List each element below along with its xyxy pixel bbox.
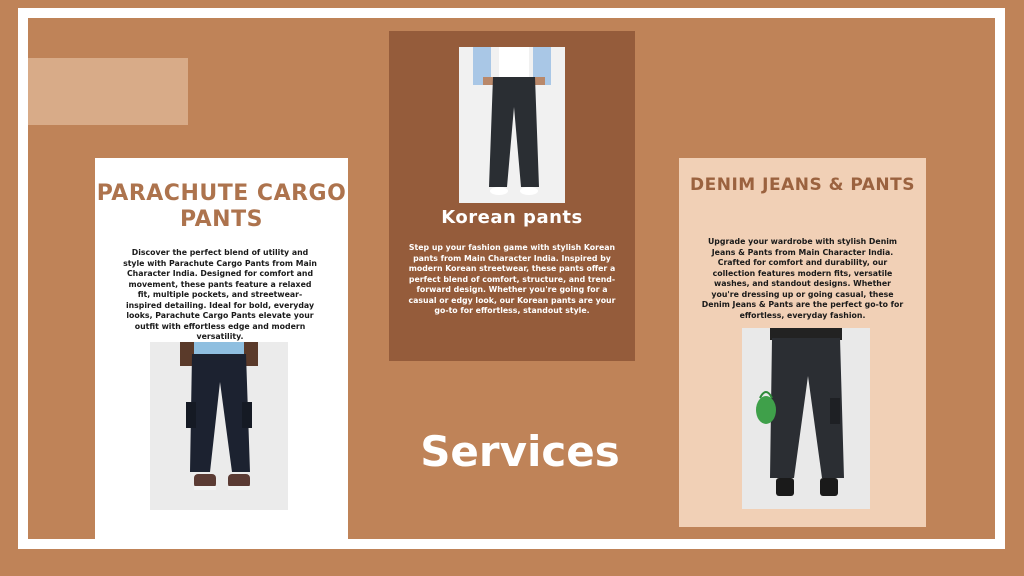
card-description: Upgrade your wardrobe with stylish Denim Jeans & Pants from Main Character India. Crafted for comfort and durability, our collection features modern fits, versatile washes, and standout designs. Whether you're dressing up or going casual, these Denim Jeans & Pants are the perfect go-to for effortless, everyday fashion. [701, 237, 904, 320]
card-description: Discover the perfect blend of utility and style with Parachute Cargo Pants from Main Character India. Designed for comfort and movement, these pants feature a relaxed fit, multiple pockets, and streetwear-inspired detailing. Ideal for bold, everyday looks, Parachute Cargo Pants elevate your outfit with effortless edge and modern versatility. [123, 248, 317, 341]
card-description: Step up your fashion game with stylish Korean pants from Main Character India. Inspired by modern Korean streetwear, these pants offer a perfect blend of comfort, structure, and trend-forward design. Whether you're going for a casual or edgy look, our Korean pants are your go-to for effortless, standout style. [408, 243, 616, 315]
card-title: DENIM JEANS & PANTS [690, 175, 915, 195]
card-title: PARACHUTE CARGO PANTS [96, 181, 347, 232]
accent-block [28, 58, 188, 125]
product-image-korean-pants [459, 47, 565, 203]
product-image-denim-jeans [742, 328, 870, 509]
card-title: Korean pants [441, 207, 583, 228]
services-heading: Services [420, 427, 620, 476]
